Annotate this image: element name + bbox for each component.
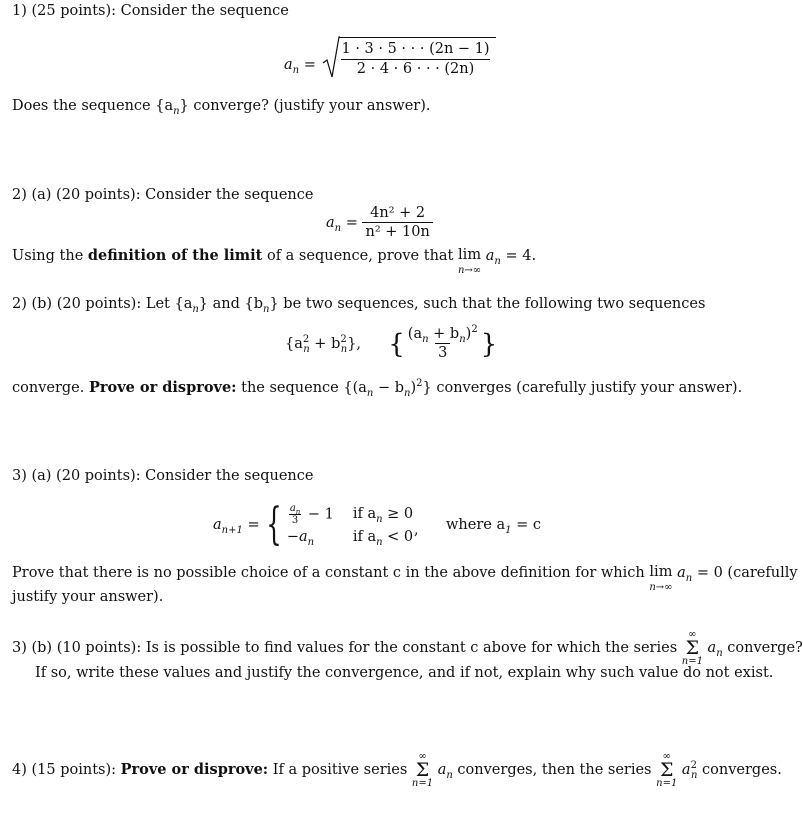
problem-1-formula: $a_n$ = $\frac{1 \cdot 3 \cdot 5 \cdot \cdot \cdot (2n - 1)}{2 \cdot 4 \cdot 6 \cdot \cdot \cdot (2n)}$ <box>284 36 496 80</box>
problem-3a-header: 3) (a) (20 points): Consider the sequence <box>12 468 314 484</box>
problem-3b-line-1: 3) (b) (10 points): Is is possible to find values for the constant c above for which the series ∞ Σ n=1 $a_n$ converge? <box>12 629 803 668</box>
problem-3a-piecewise: $a_{n+1}$ = { $\frac{a_n}{3}$ − 1 if $a_n \ge 0$ $-a_n$ if $a_n < 0$ <box>213 499 414 550</box>
sequence-square-over-three: $\frac{(a_n + b_n)^2}{3}$ <box>407 324 478 362</box>
problem-3a-initial-condition: where $a_1 = c$ <box>446 517 541 536</box>
sequence-sum-of-squares: $\{a^2_n + b^2_n\}$, <box>285 334 362 355</box>
limit-operator: lim n→∞ <box>457 247 482 276</box>
problem-1-denominator: 2 · 4 · 6 · · · (2n) <box>341 59 489 79</box>
problem-4-statement: 4) (15 points): Prove or disprove: If a positive series ∞ Σ n=1 $a_n$ converges, then the series ∞ Σ n=1 $a^2_n$ converges. <box>12 751 782 790</box>
problem-1-header: 1) (25 points): Consider the sequence <box>12 3 289 19</box>
problem-1-question: Does the sequence $\{a_n\}$ converge? (justify your answer). <box>12 98 431 117</box>
problem-2b-sequences: $\{a^2_n + b^2_n\}$, { $\frac{(a_n + b_n)^2}{3}$ } <box>285 324 498 362</box>
limit-operator: lim n→∞ <box>649 564 673 593</box>
problem-2a-denominator: n² + 10n <box>362 222 432 241</box>
problem-3a-statement-line-1: Prove that there is no possible choice of a constant c in the above definition for which lim n→∞ $a_n = 0$ (carefully <box>12 564 798 593</box>
summation-operator: ∞ Σ n=1 <box>681 629 703 668</box>
problem-2a-statement: Using the definition of the limit of a sequence, prove that lim n→∞ $a_n = 4$. <box>12 247 537 276</box>
problem-3b-line-2: If so, write these values and justify the convergence, and if not, explain why such value do not exist. <box>35 665 774 681</box>
problem-2a-formula: $a_n$ = $\frac{\text{4n² + 2}}{\text{n² + 10n}}$ <box>326 205 433 242</box>
problem-2b-statement: converge. Prove or disprove: the sequence $\{(a_n - b_n)^2\}$ converges (carefully justify your answer). <box>12 378 743 399</box>
problem-1-numerator: 1 · 3 · 5 · · · (2n − 1) <box>341 41 490 58</box>
problem-2b-header: 2) (b) (20 points): Let $\{a_n\}$ and $\{b_n\}$ be two sequences, such that the following two sequences <box>12 296 706 315</box>
summation-operator: ∞ Σ n=1 <box>656 751 678 790</box>
sqrt-icon <box>322 36 340 80</box>
problem-3a-comma: , <box>414 522 419 538</box>
piecewise-case-1: $\frac{a_n}{3}$ − 1 if $a_n \ge 0$ <box>289 502 414 526</box>
problem-2a-numerator: 4n² + 2 <box>370 205 426 221</box>
piecewise-case-2: $-a_n$ if $a_n < 0$ <box>286 528 414 548</box>
summation-operator: ∞ Σ n=1 <box>411 751 434 790</box>
problem-2a-header: 2) (a) (20 points): Consider the sequence <box>12 187 314 203</box>
problem-3a-statement-line-2: justify your answer). <box>12 589 164 605</box>
